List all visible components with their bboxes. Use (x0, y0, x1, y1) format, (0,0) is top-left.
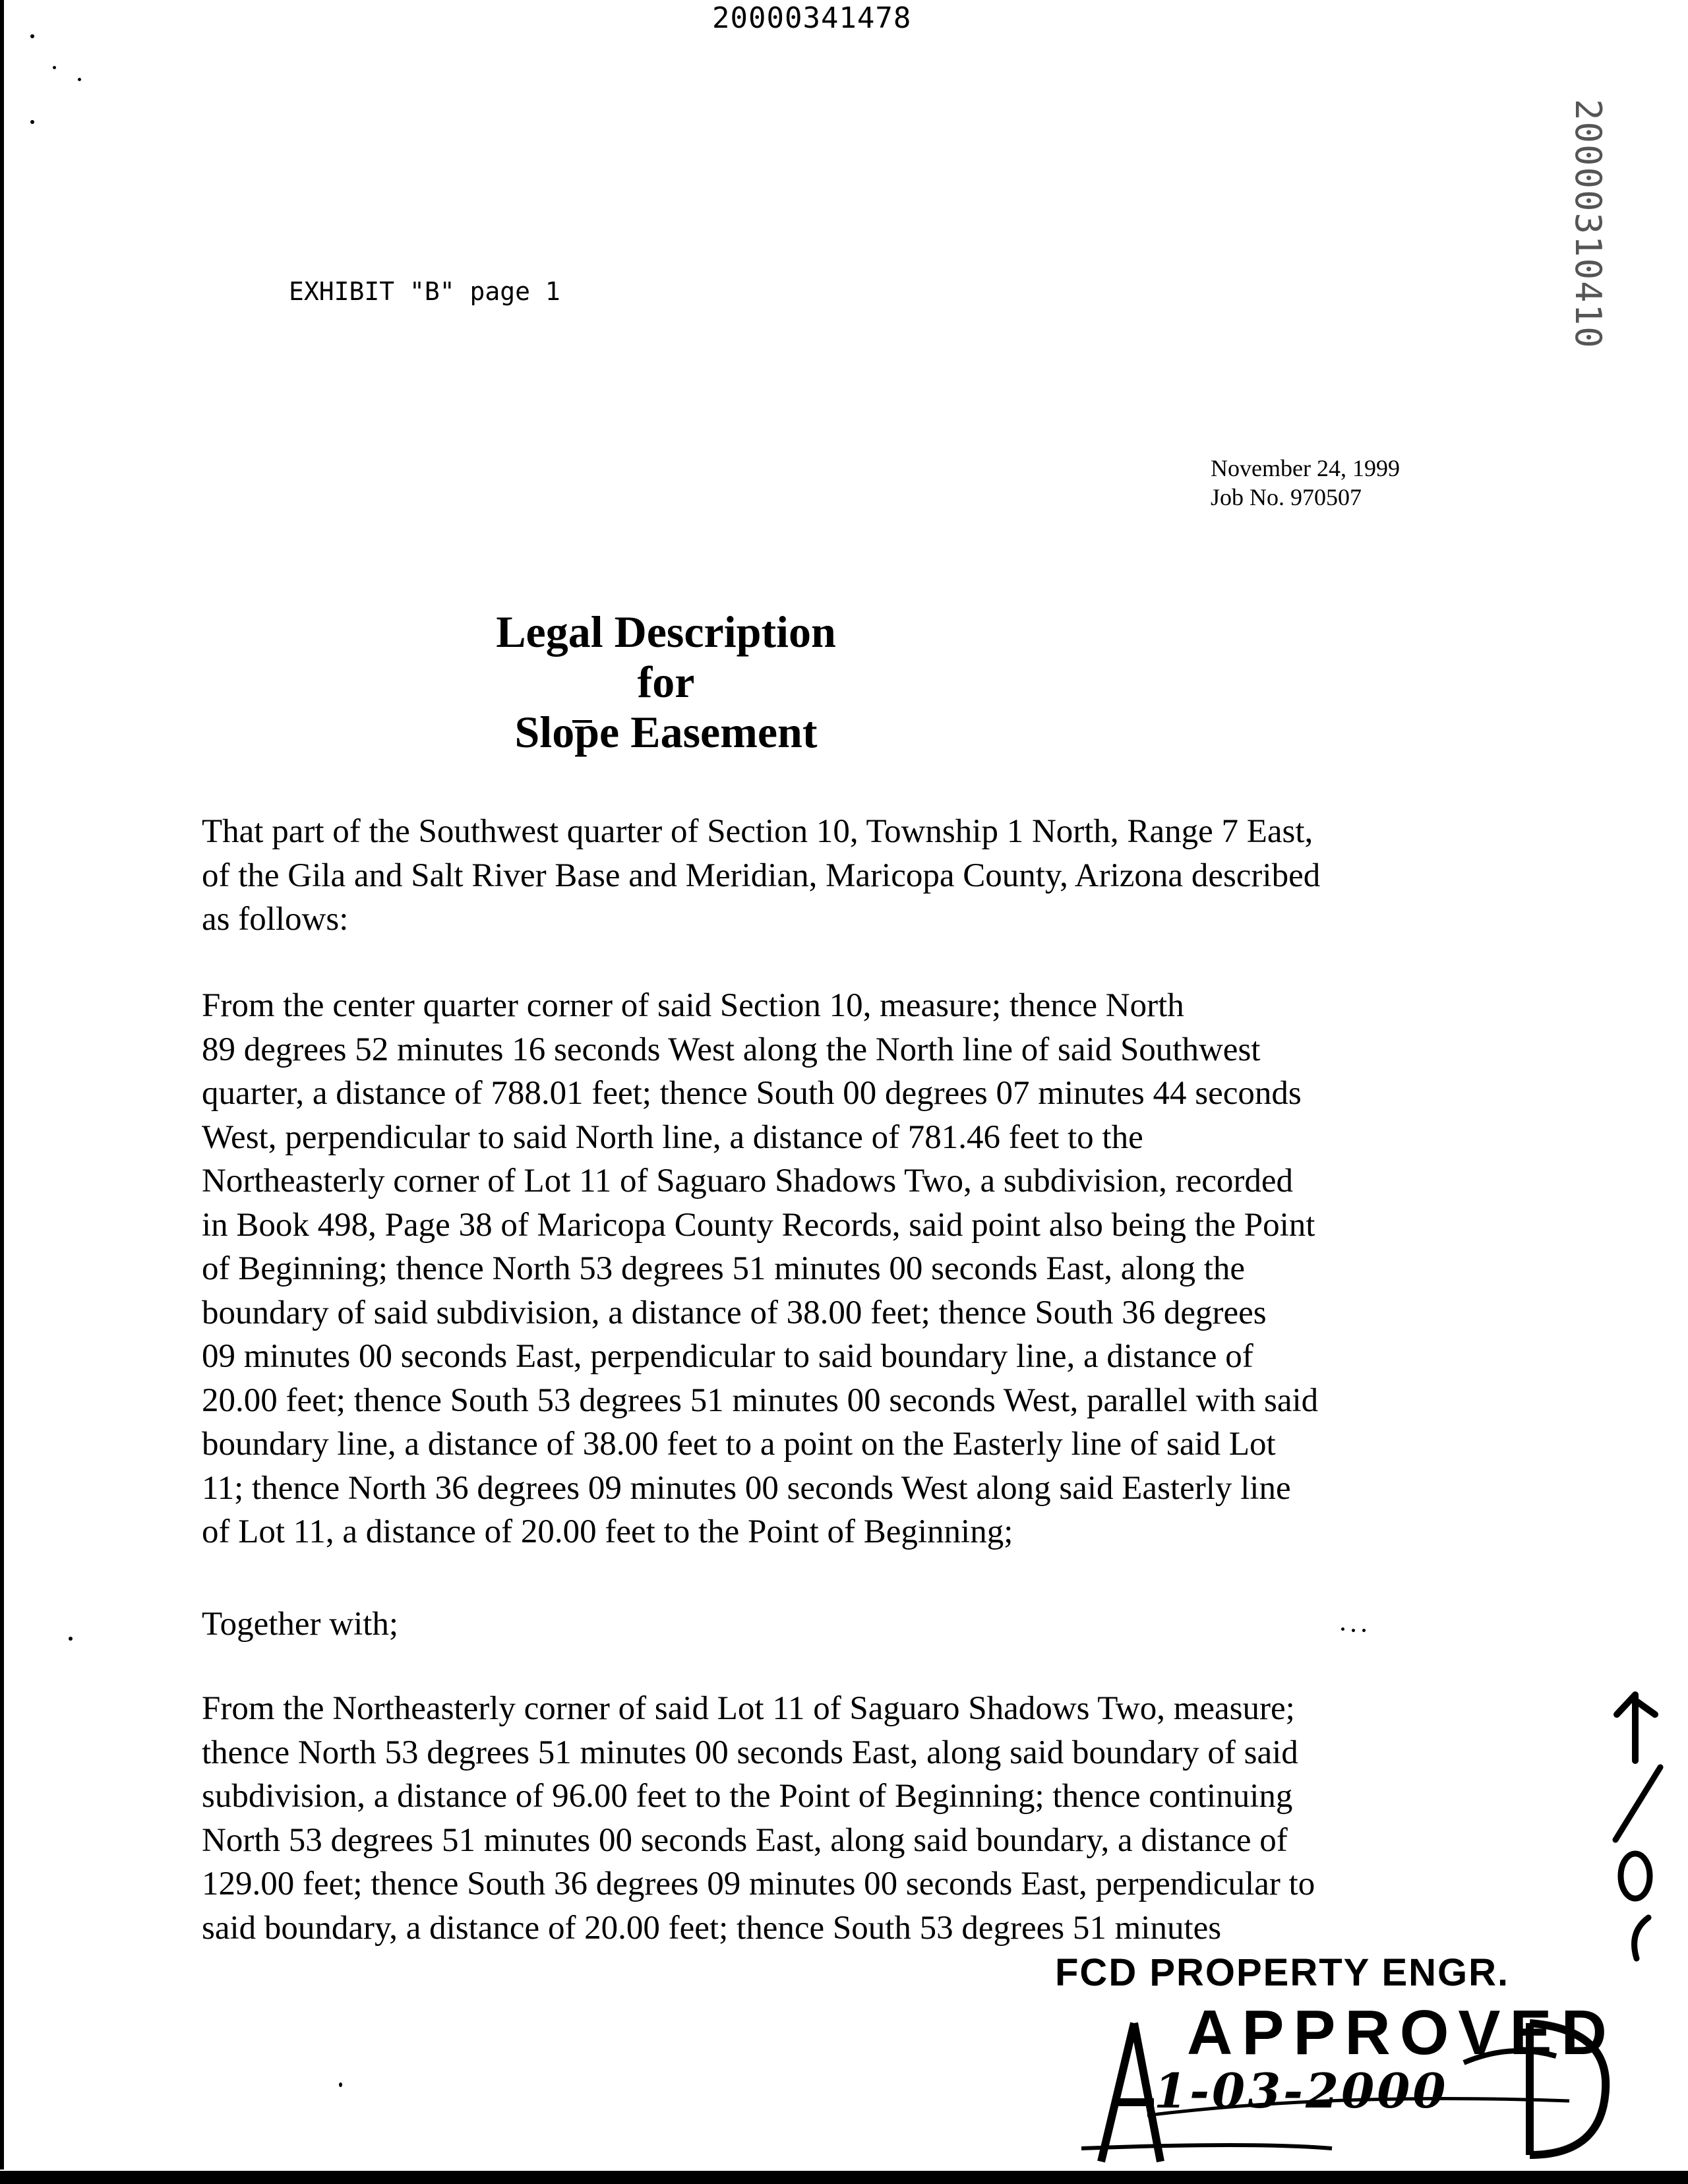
title-line-1: Legal Description (496, 607, 836, 657)
scan-speck (1352, 1629, 1355, 1632)
scan-speck (53, 66, 56, 69)
side-stamp-number: 20000310410 (1567, 99, 1609, 349)
document-title (0, 607, 1688, 757)
scan-speck (1341, 1627, 1344, 1631)
approval-stamp (1055, 1951, 1635, 2168)
scan-speck (1362, 1629, 1366, 1632)
document-number: 20000341478 (712, 1, 912, 35)
scan-speck (30, 120, 34, 124)
job-number: Job No. 970507 (1211, 484, 1362, 510)
stamp-scribble-icon (1055, 1951, 1635, 2168)
scan-left-border (0, 0, 4, 2169)
scan-speck (339, 2082, 342, 2087)
document-date: November 24, 1999 (1211, 455, 1400, 481)
paragraph-first-parcel: From the center quarter corner of said Section 10, measure; thence North 89 degrees 52 minutes 16 seconds West along the North line of said Southwest quarter, a distance of 788.01 feet; thence South 00 degrees 07 minutes 44 seconds West, perpendicular to said North line, a distance of 781.46 feet to the Northeasterly corner of Lot 11 of Saguaro Shadows Two, a subdivision, recorded in Book 498, Page 38 of Maricopa County Records, said point also being the Point of Beginning; thence North 53 degrees 51 minutes 00 seconds East, along the boundary of said subdivision, a distance of 38.00 feet; thence South 36 degrees 09 minutes 00 seconds East, perpendicular to said boundary line, a distance of 20.00 feet; thence South 53 degrees 51 minutes 00 seconds West, parallel with said boundary line, a distance of 38.00 feet to a point on the Easterly line of said Lot 11; thence North 36 degrees 09 minutes 00 seconds West along said Easterly line of Lot 11, a distance of 20.00 feet to the Point of Beginning; (202, 987, 1319, 1550)
paragraph-intro: That part of the Southwest quarter of Section 10, Township 1 North, Range 7 East, of the Gila and Salt River Base and Meridian, Maricopa County, Arizona described as follows: (202, 813, 1321, 938)
exhibit-label: EXHIBIT "B" page 1 (289, 277, 560, 306)
stamp-date: 1-03-2000 (1154, 2063, 1449, 2119)
scan-speck (69, 1637, 73, 1641)
date-block (1211, 454, 1400, 512)
handwritten-note-icon (1602, 1688, 1675, 1972)
paragraph-second-parcel: From the Northeasterly corner of said Lot 11 of Saguaro Shadows Two, measure; thence North 53 degrees 51 minutes 00 seconds East, along said boundary of said subdivision, a distance of 96.00 feet to the Point of Beginning; thence continuing North 53 degrees 51 minutes 00 seconds East, along said boundary, a distance of 129.00 feet; thence South 36 degrees 09 minutes 00 seconds East, perpendicular to said boundary, a distance of 20.00 feet; thence South 53 degrees 51 minutes (202, 1690, 1315, 1947)
scan-speck (78, 78, 81, 81)
title-line-2: for (637, 657, 695, 707)
scan-speck (30, 34, 34, 38)
paragraph-together-with: Together with; (202, 1606, 399, 1643)
title-line-3: Slope Easement (514, 707, 818, 757)
scan-bottom-border (0, 2171, 1688, 2184)
stamp-approved-label: APPROVED (1187, 1997, 1616, 2068)
stamp-office-label: FCD PROPERTY ENGR. (1055, 1951, 1510, 1994)
